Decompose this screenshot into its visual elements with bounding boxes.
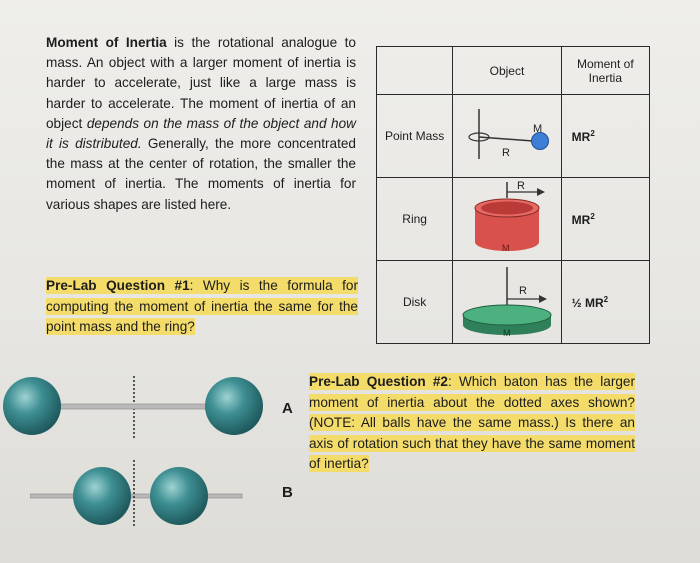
radius-label: R: [516, 180, 525, 192]
disk-diagram: [455, 263, 559, 341]
ring-diagram: [455, 180, 559, 258]
intro-text-2: Generally, the more concentrated the mass at the center of rotation, the smaller the moment of inertia. The moments of inertia for various shapes are listed here.: [46, 136, 356, 212]
baton-b-diagram: [30, 458, 245, 528]
mass-label: M: [502, 328, 511, 338]
disk-diagram-cell: [453, 261, 561, 344]
mass-label: M: [501, 243, 510, 253]
point-mass-diagram-cell: [453, 95, 561, 178]
prelab-question-1: [46, 276, 358, 338]
formula-disk: [561, 261, 649, 344]
formula-point-mass-base: MR: [571, 129, 591, 144]
intro-paragraph: [46, 33, 356, 215]
mass-label: M: [532, 123, 543, 135]
formula-disk-base: ½ MR: [571, 295, 604, 310]
intro-term: Moment of Inertia: [46, 35, 167, 50]
table-header-row: [377, 47, 650, 95]
row-name-disk: Disk: [377, 261, 453, 344]
intro-emphasis: depends on the mass of the object and how it is distributed.: [46, 115, 356, 152]
baton-b-label: B: [282, 484, 293, 501]
formula-point-mass: [561, 95, 649, 178]
radius-label: R: [518, 285, 527, 297]
intro-text-1: is the rotational analogue to mass. An object with a larger moment of inertia is harder to accelerate, just like a large mass is harder to accelerate. The moment of inertia of an object: [46, 35, 356, 131]
row-name-ring: Ring: [377, 178, 453, 261]
formula-ring-base: MR: [571, 212, 591, 227]
table-header-empty: [377, 47, 453, 95]
radius-label: R: [501, 147, 510, 159]
ring-diagram-cell: [453, 178, 561, 261]
point-mass-diagram: [455, 101, 559, 171]
table-header-moment-of-inertia: Moment of Inertia: [561, 47, 649, 95]
baton-a-diagram: [0, 372, 275, 442]
formula-point-mass-exponent: 2: [590, 128, 595, 138]
question-1-label: Pre-Lab Question #1: [46, 278, 190, 293]
baton-a-label: A: [282, 400, 293, 417]
formula-ring-exponent: 2: [590, 211, 595, 221]
table-row-disk: [377, 261, 650, 344]
formula-disk-exponent: 2: [603, 294, 609, 304]
table-row-point-mass: [377, 95, 650, 178]
question-2-text: : Which baton has the larger moment of inertia about the dotted axes shown? (NOTE: All balls have the same mass.) Is there an axis of rotation such that they have the same moment of inertia?: [309, 374, 636, 471]
table-header-object: Object: [453, 47, 561, 95]
formula-ring: [561, 178, 649, 261]
table-row-ring: [377, 178, 650, 261]
question-1-text: : Why is the formula for computing the moment of inertia the same for the point mass and the ring?: [46, 278, 358, 334]
moment-of-inertia-table: [376, 46, 650, 344]
prelab-question-2: [309, 372, 635, 475]
row-name-point-mass: Point Mass: [377, 95, 453, 178]
question-2-label: Pre-Lab Question #2: [309, 374, 448, 389]
